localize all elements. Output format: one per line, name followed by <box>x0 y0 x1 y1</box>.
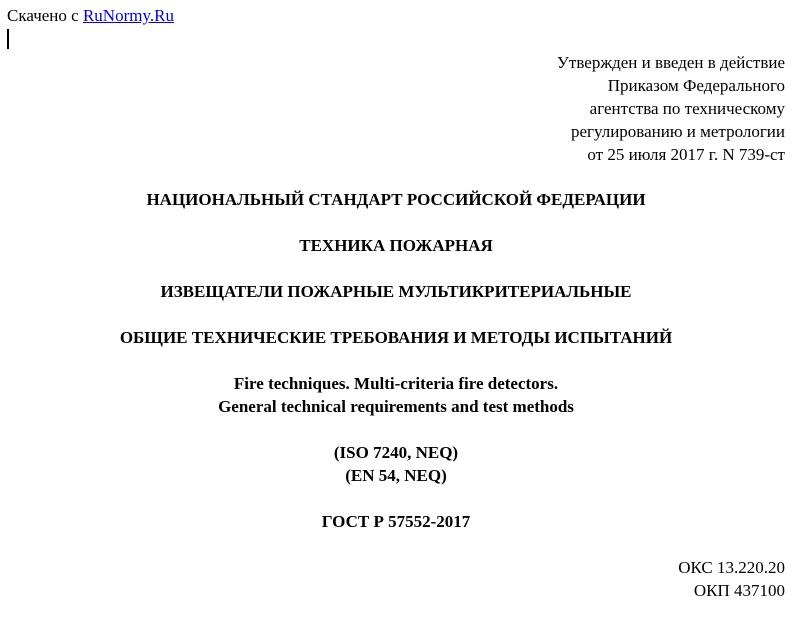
approval-line: агентства по техническому <box>589 99 785 118</box>
reference-line: (ISO 7240, NEQ) <box>333 443 459 462</box>
approval-line: Приказом Федерального <box>607 76 785 95</box>
approval-block <box>557 51 785 166</box>
approval-line: регулированию и метрологии <box>570 122 785 141</box>
references-block <box>0 441 792 487</box>
standard-subtitle-2: ИЗВЕЩАТЕЛИ ПОЖАРНЫЕ МУЛЬТИКРИТЕРИАЛЬНЫЕ <box>160 282 632 301</box>
source-line <box>7 5 174 27</box>
code-line: ОКП 437100 <box>693 581 785 600</box>
reference-line: (EN 54, NEQ) <box>345 466 447 485</box>
english-title-line: Fire techniques. Multi-criteria fire detectors. <box>233 374 559 393</box>
standard-title: НАЦИОНАЛЬНЫЙ СТАНДАРТ РОССИЙСКОЙ ФЕДЕРАЦИИ <box>146 190 646 209</box>
standard-subtitle-1: ТЕХНИКА ПОЖАРНАЯ <box>299 236 493 255</box>
english-title <box>0 372 792 418</box>
code-line: ОКС 13.220.20 <box>678 558 785 577</box>
source-link[interactable]: RuNormy.Ru <box>82 6 174 25</box>
classification-codes <box>678 556 785 602</box>
english-title-line: General technical requirements and test methods <box>218 397 574 416</box>
approval-line: Утвержден и введен в действие <box>556 53 785 72</box>
approval-line: от 25 июля 2017 г. N 739-ст <box>587 145 785 164</box>
standard-subtitle-3: ОБЩИЕ ТЕХНИЧЕСКИЕ ТРЕБОВАНИЯ И МЕТОДЫ ИСПЫТАНИЙ <box>119 328 673 347</box>
source-prefix: Скачено с <box>7 6 83 25</box>
gost-number: ГОСТ Р 57552-2017 <box>321 512 471 531</box>
text-cursor <box>7 29 9 49</box>
